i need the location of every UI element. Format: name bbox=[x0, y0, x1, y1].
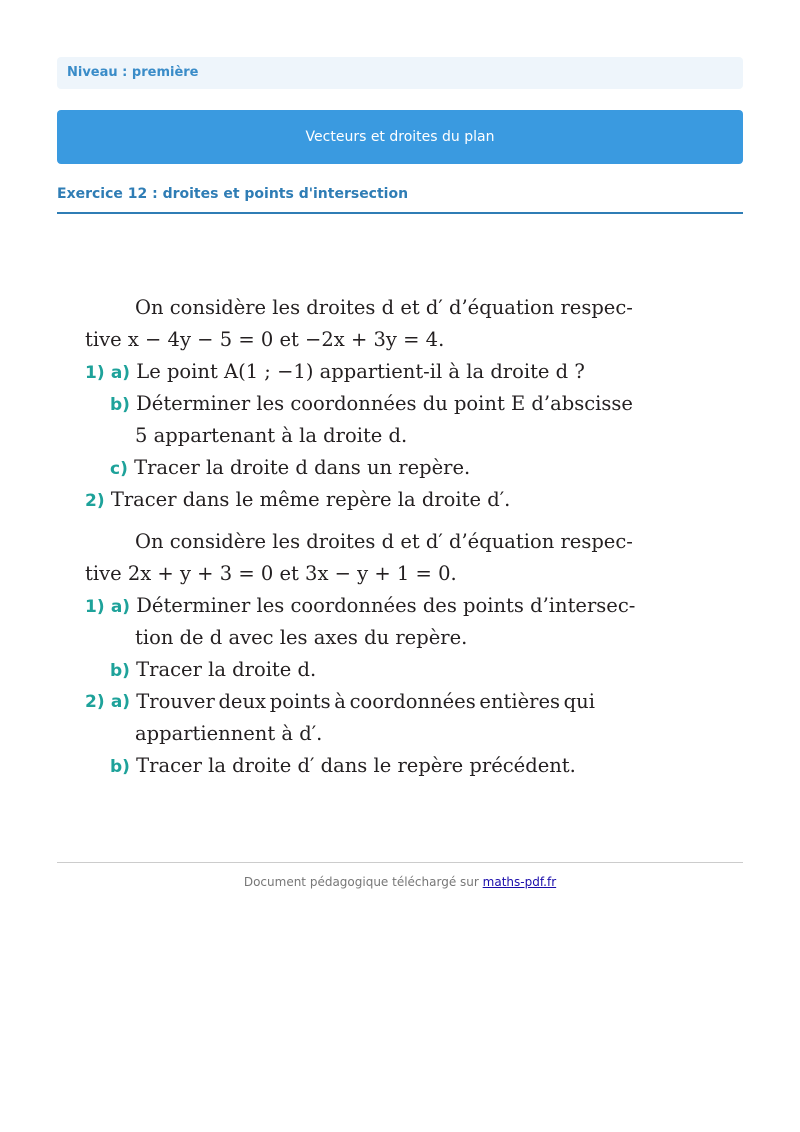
part2-q2a-line2: appartiennent à d′. bbox=[135, 722, 323, 745]
question-text-justified bbox=[136, 686, 595, 718]
question-text: Déterminer les coordonnées du point E d’abscisse bbox=[136, 392, 633, 415]
question-text: Tracer dans le même repère la droite d′. bbox=[110, 488, 511, 511]
footer-divider bbox=[57, 862, 743, 863]
part2-q1a-line1 bbox=[85, 590, 636, 622]
word: points bbox=[269, 690, 331, 713]
footer bbox=[57, 875, 743, 889]
subquestion-label: c) bbox=[110, 459, 128, 479]
part2-q2a-line1 bbox=[85, 686, 595, 718]
part2-q2b bbox=[85, 750, 595, 782]
word: qui bbox=[563, 690, 595, 713]
part1-q1a bbox=[85, 356, 595, 388]
question-number: 1) bbox=[85, 363, 105, 383]
part2-intro-line2: tive 2x + y + 3 = 0 et 3x − y + 1 = 0. bbox=[85, 562, 457, 585]
part1-q1c bbox=[85, 452, 595, 484]
part2-q1a-line2: tion de d avec les axes du repère. bbox=[135, 626, 468, 649]
word: Trouver bbox=[136, 690, 215, 713]
subquestion-label: a) bbox=[110, 597, 131, 617]
part1-q1b-line1 bbox=[85, 388, 633, 420]
word: deux bbox=[218, 690, 267, 713]
part1-intro-line1: On considère les droites d et d′ d’équation respec- bbox=[135, 296, 633, 319]
question-text: Tracer la droite d. bbox=[136, 658, 317, 681]
question-number: 1) bbox=[85, 597, 105, 617]
subquestion-label: b) bbox=[110, 757, 130, 777]
footer-text: Document pédagogique téléchargé sur bbox=[243, 875, 479, 889]
subquestion-label: a) bbox=[110, 363, 131, 383]
exercise-body bbox=[85, 292, 636, 782]
part2-q1b bbox=[85, 654, 595, 686]
word: à bbox=[334, 690, 346, 713]
part2-intro-line1: On considère les droites d et d′ d’équation respec- bbox=[135, 530, 633, 553]
question-text: Le point A(1 ; −1) appartient-il à la droite d ? bbox=[136, 360, 585, 383]
level-label: Niveau : première bbox=[57, 57, 743, 89]
chapter-banner: Vecteurs et droites du plan bbox=[57, 110, 743, 164]
footer-link[interactable]: maths-pdf.fr bbox=[482, 875, 557, 889]
part1-q2 bbox=[85, 484, 595, 516]
question-text: Tracer la droite d dans un repère. bbox=[134, 456, 471, 479]
word: coordonnées bbox=[349, 690, 476, 713]
subquestion-label: b) bbox=[110, 661, 130, 681]
subquestion-label: b) bbox=[110, 395, 130, 415]
question-number: 2) bbox=[85, 692, 105, 712]
subquestion-label: a) bbox=[110, 692, 131, 712]
question-text: Déterminer les coordonnées des points d’intersec- bbox=[136, 594, 636, 617]
question-text: Tracer la droite d′ dans le repère précédent. bbox=[136, 754, 576, 777]
question-number: 2) bbox=[85, 491, 105, 511]
exercise-title: Exercice 12 : droites et points d'intersection bbox=[57, 186, 743, 214]
word: entières bbox=[479, 690, 560, 713]
part1-q1b-line2: 5 appartenant à la droite d. bbox=[135, 424, 408, 447]
part1-intro-line2: tive x − 4y − 5 = 0 et −2x + 3y = 4. bbox=[85, 328, 445, 351]
